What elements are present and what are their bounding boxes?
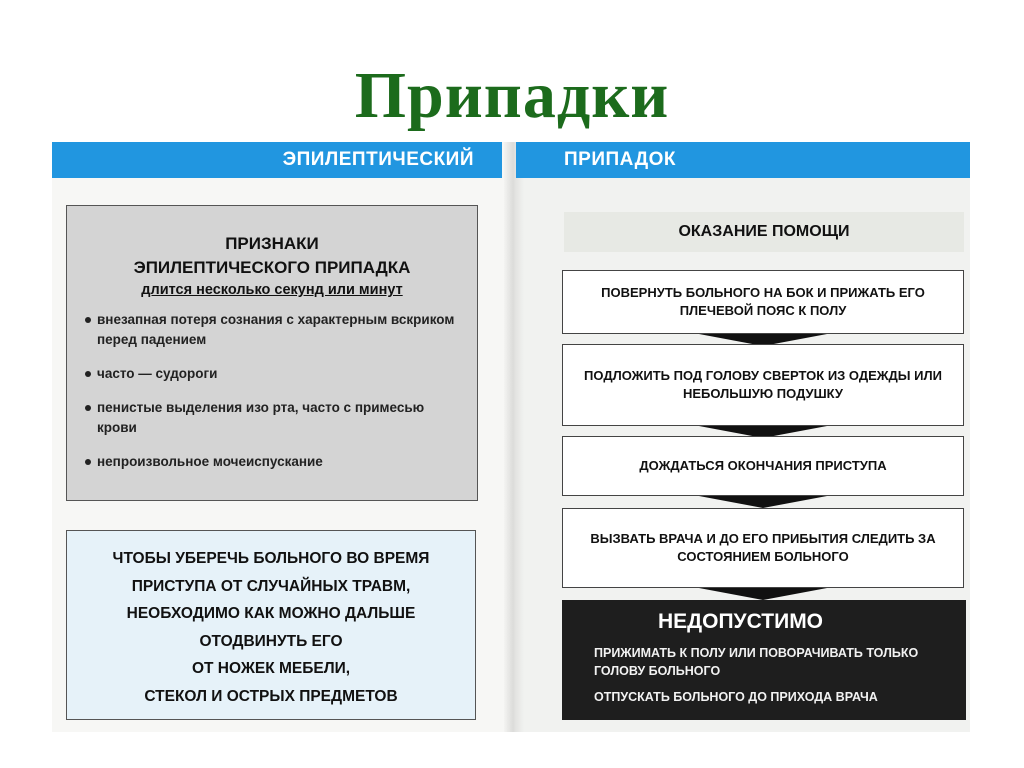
- signs-item: внезапная потеря сознания с характерным вскриком перед падением: [97, 310, 463, 350]
- help-step-text: ДОЖДАТЬСЯ ОКОНЧАНИЯ ПРИСТУПА: [639, 458, 887, 473]
- header-band-left: ЭПИЛЕПТИЧЕСКИЙ: [52, 142, 502, 178]
- forbidden-item: ОТПУСКАТЬ БОЛЬНОГО ДО ПРИХОДА ВРАЧА: [594, 690, 878, 704]
- signs-panel: [66, 205, 478, 501]
- forbidden-item: ПРИЖИМАТЬ К ПОЛУ ИЛИ ПОВОРАЧИВАТЬ ТОЛЬКО ГОЛОВУ БОЛЬНОГО: [594, 646, 919, 678]
- signs-item: непроизвольное мочеиспускание: [97, 452, 463, 472]
- forbidden-title: НЕДОПУСТИМО: [658, 610, 824, 633]
- slide-title: Припадки: [354, 59, 670, 132]
- signs-list: [67, 310, 477, 472]
- protect-line: ЧТОБЫ УБЕРЕЧЬ БОЛЬНОГО ВО ВРЕМЯ: [112, 550, 430, 567]
- help-step: [562, 508, 964, 588]
- help-step: [562, 344, 964, 426]
- header-band-right: ПРИПАДОК: [516, 142, 970, 178]
- protect-line: СТЕКОЛ И ОСТРЫХ ПРЕДМЕТОВ: [144, 687, 398, 705]
- book-gutter: [504, 142, 524, 732]
- help-step: [562, 436, 964, 496]
- signs-item: часто — судороги: [97, 364, 463, 384]
- help-step: [562, 270, 964, 334]
- protect-line: ОТОДВИНУТЬ ЕГО: [199, 632, 343, 650]
- signs-duration: длится несколько секунд или минут: [141, 282, 403, 298]
- protect-line: НЕОБХОДИМО КАК МОЖНО ДАЛЬШЕ: [126, 605, 416, 622]
- help-step-text: ВЫЗВАТЬ ВРАЧА И ДО ЕГО ПРИБЫТИЯ СЛЕДИТЬ ЗА СОСТОЯНИЕМ БОЛЬНОГО: [590, 531, 936, 564]
- help-step-text: ПОВЕРНУТЬ БОЛЬНОГО НА БОК И ПРИЖАТЬ ЕГО ПЛЕЧЕВОЙ ПОЯС К ПОЛУ: [601, 285, 925, 318]
- help-step-text: ПОДЛОЖИТЬ ПОД ГОЛОВУ СВЕРТОК ИЗ ОДЕЖДЫ ИЛИ НЕБОЛЬШУЮ ПОДУШКУ: [584, 368, 942, 401]
- forbidden-panel: [562, 600, 966, 720]
- help-header: ОКАЗАНИЕ ПОМОЩИ: [564, 212, 964, 252]
- scanned-spread: [52, 142, 970, 732]
- signs-item: пенистые выделения изо рта, часто с примесью крови: [97, 398, 463, 438]
- step-connector: [699, 496, 827, 508]
- protect-line: ОТ НОЖЕК МЕБЕЛИ,: [191, 660, 351, 677]
- signs-title: [67, 232, 477, 280]
- protect-line: ПРИСТУПА ОТ СЛУЧАЙНЫХ ТРАВМ,: [131, 577, 411, 595]
- signs-title-line2: ЭПИЛЕПТИЧЕСКОГО ПРИПАДКА: [133, 258, 411, 277]
- step-connector: [699, 588, 827, 600]
- signs-title-line1: ПРИЗНАКИ: [225, 234, 319, 253]
- protect-panel: [66, 530, 476, 720]
